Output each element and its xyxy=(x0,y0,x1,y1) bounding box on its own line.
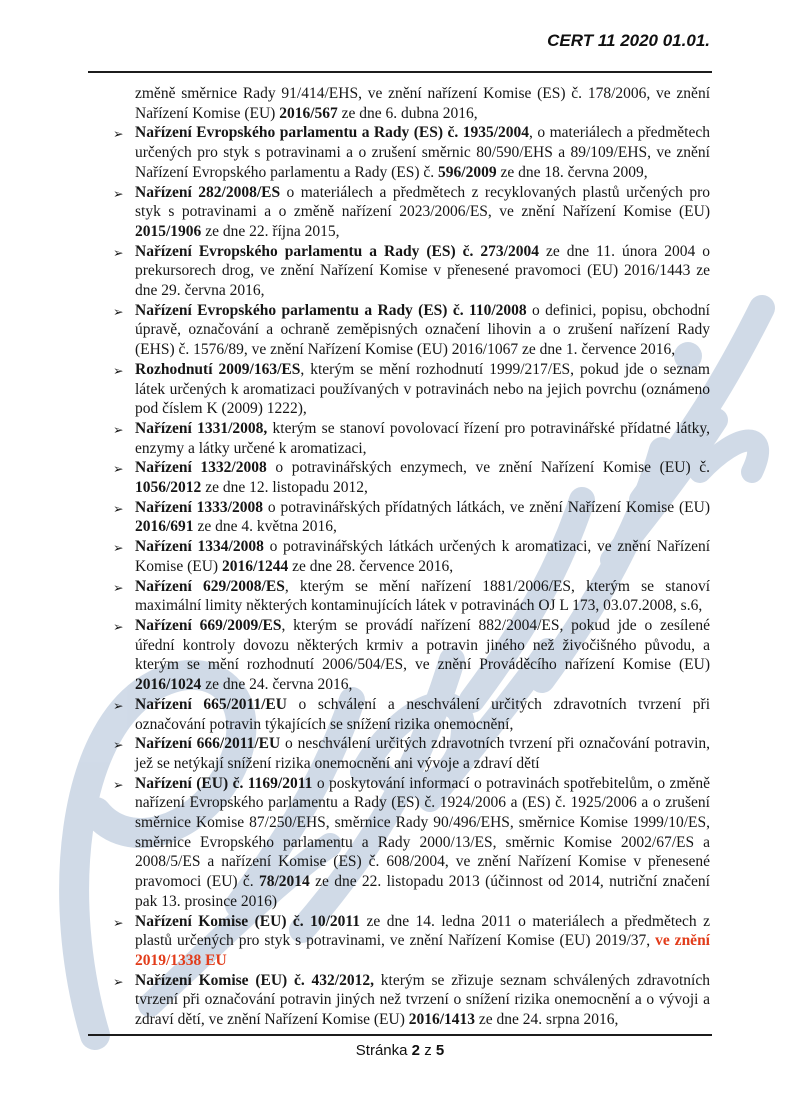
regulation-text: Nařízení Komise (EU) č. 432/2012, xyxy=(135,971,374,989)
list-item xyxy=(113,577,710,616)
regulation-text: o potravinářských enzymech, ve znění Nařízení Komise (EU) č. xyxy=(266,459,710,477)
regulation-text: Nařízení 1333/2008 xyxy=(135,498,263,516)
list-item xyxy=(113,360,710,419)
bullet-arrow-icon: ➢ xyxy=(113,973,124,989)
page-total: 5 xyxy=(435,1042,445,1059)
list-item xyxy=(113,537,710,576)
regulation-text: , kterým se mění nařízení 1881/2006/ES, kterým se stanoví maximální limity některých kontaminujících látek v potravinách OJ L 173, 03.07.2008, s.6, xyxy=(135,577,711,615)
regulation-text: o poskytování informací o potravinách spotřebitelům, o změně nařízení Evropského parlamentu a Rady (ES) č. 1924/2006 a (ES) č. 1925/2006 a o zrušení směrnice Komise 87/250/EHS, směrnice Rady 90/496/EHS, směrnice Komise 1999/10/ES, směrnice Evropského parlamentu a Rady 2000/13/ES, směrnic Komise 2002/67/ES a 2008/5/ES a nařízení Komise (ES) č. 608/2004, ve znění Nařízení Komise v přenesené pravomoci (EU) č. xyxy=(135,774,710,891)
regulation-text: ze dne 6. dubna 2016, xyxy=(337,104,478,122)
regulation-text: ze dne 22. listopadu 2013 (účinnost od 2014, nutriční značení pak 13. prosince 2016) xyxy=(135,873,710,910)
list-item xyxy=(113,616,710,695)
regulation-text: kterým se stanoví povolovací řízení pro potravinářské přídatné látky, enzymy a látky určené k aromatizaci, xyxy=(135,419,710,457)
bullet-arrow-icon: ➢ xyxy=(113,618,124,634)
list-item xyxy=(113,695,710,734)
list-item xyxy=(113,123,710,182)
bullet-arrow-icon: ➢ xyxy=(113,461,124,477)
regulation-text: o potravinářských látkách určených k aromatizaci, ve znění Nařízení Komise (EU) xyxy=(135,538,711,575)
regulation-text: Nařízení 666/2011/EU xyxy=(135,735,281,753)
regulation-text: Nařízení Komise (EU) č. 10/2011 xyxy=(135,912,361,930)
regulation-text: Nařízení 282/2008/ES xyxy=(135,183,281,201)
regulation-text: 2016/1024 xyxy=(135,676,202,694)
list-item xyxy=(113,734,710,773)
regulation-text: ze dne 12. listopadu 2012, xyxy=(201,479,368,497)
regulation-text: Nařízení 669/2009/ES xyxy=(135,616,282,634)
regulation-text: Nařízení (EU) č. 1169/2011 xyxy=(135,774,313,792)
bullet-arrow-icon: ➢ xyxy=(113,185,124,201)
footer-prefix: Stránka xyxy=(355,1042,408,1059)
regulation-text: 596/2009 xyxy=(438,163,497,181)
regulation-text: o neschválení určitých zdravotních tvrzení při označování potravin, jež se netýkají snížení rizika onemocnění ani vývoje a zdraví dětí xyxy=(135,735,711,772)
list-item xyxy=(113,774,710,912)
regulation-text: ze dne 11. února 2004 o prekursorech drog, ve znění Nařízení Komise v přenesené pravomoci (EU) 2016/1443 ze dne 29. června 2016, xyxy=(135,242,711,300)
list-item xyxy=(113,498,710,537)
regulation-text: ze dne 22. října 2015, xyxy=(201,222,340,240)
regulation-text: o definici, popisu, obchodní úpravě, označování a ochraně zeměpisných označení lihovin a o zrušení nařízení Rady (EHS) č. 1576/89, ve znění Nařízení Komise (EU) 2016/1067 ze dne 1. července 2016, xyxy=(135,301,710,359)
regulation-text: Nařízení 629/2008/ES xyxy=(135,577,285,595)
regulation-text: ze dne 18. června 2009, xyxy=(496,163,648,181)
list-item xyxy=(113,242,710,301)
bullet-arrow-icon: ➢ xyxy=(113,244,124,260)
regulation-list xyxy=(113,84,710,1030)
list-item xyxy=(113,971,710,1030)
regulation-text: 2016/1244 xyxy=(221,557,289,575)
regulation-text: ze dne 24. srpna 2016, xyxy=(475,1011,619,1029)
regulation-text: kterým se zřizuje seznam schválených zdravotních tvrzení při označování potravin jiných než tvrzení o snížení rizika onemocnění a o vývoji a zdraví dětí, ve znění Nařízení Komise (EU) xyxy=(135,971,710,1029)
footer-separator: z xyxy=(424,1042,432,1059)
bullet-arrow-icon: ➢ xyxy=(113,737,124,753)
bullet-arrow-icon: ➢ xyxy=(113,362,124,378)
regulation-text: 78/2014 xyxy=(259,873,310,891)
regulation-text: Nařízení Evropského parlamentu a Rady (ES) č. 273/2004 xyxy=(135,242,539,260)
header-rule xyxy=(88,71,712,73)
regulation-text: 1056/2012 xyxy=(135,479,202,497)
regulation-text: 2015/1906 xyxy=(135,222,202,240)
regulation-text: o schválení a neschválení určitých zdravotních tvrzení při označování potravin týkajících se snížení rizika onemocnění, xyxy=(135,695,711,733)
bullet-arrow-icon: ➢ xyxy=(113,421,124,437)
regulation-text: Nařízení 1331/2008, xyxy=(135,419,268,437)
regulation-text: 2016/691 xyxy=(135,518,194,536)
regulation-text: , o materiálech a předmětech určených pro styk s potravinami a o zrušení směrnic 80/590/EHS a 89/109/EHS, ve znění Nařízení Evropského parlamentu a Rady (ES) č. xyxy=(135,124,710,181)
list-item xyxy=(113,84,710,123)
regulation-text: Nařízení Evropského parlamentu a Rady (ES) č. 1935/2004 xyxy=(135,124,530,142)
list-item xyxy=(113,183,710,242)
bullet-arrow-icon: ➢ xyxy=(113,303,124,319)
list-item xyxy=(113,458,710,497)
regulation-text: , kterým se mění rozhodnutí 1999/217/ES, pokud jde o seznam látek určených k aromatizaci používaných v potravinách nebo na jejich povrchu (oznámeno pod číslem K (2009) 1222), xyxy=(135,360,710,418)
regulation-text: 2016/567 xyxy=(279,104,338,122)
regulation-text: 2016/1413 xyxy=(408,1011,476,1029)
list-item xyxy=(113,301,710,360)
regulation-text: Nařízení Evropského parlamentu a Rady (ES) č. 110/2008 xyxy=(135,301,527,319)
regulation-text: o potravinářských přídatných látkách, ve znění Nařízení Komise (EU) xyxy=(262,498,710,516)
regulation-text: , kterým se provádí nařízení 882/2004/ES, pokud jde o zesílené úřední kontroly dovozu některých krmiv a potravin jiného než živočišného původu, a kterým se mění rozhodnutí 2006/504/ES, ve znění Prováděcího nařízení Komise (EU) xyxy=(135,616,710,674)
amendment-red-text: ve znění 2019/1338 EU xyxy=(135,932,710,969)
document-code: CERT 11 2020 01.01. xyxy=(547,31,710,50)
regulation-text: Nařízení 1332/2008 xyxy=(135,459,267,477)
regulation-text: ze dne 14. ledna 2011 o materiálech a předmětech z plastů určených pro styk s potravinami, ve znění Nařízení Komise (EU) 2019/37, xyxy=(135,912,710,950)
regulation-text: o materiálech a předmětech z recyklovaných plastů určených pro styk s potravinami a o změně nařízení 2023/2006/ES, ve znění Nařízení Komise (EU) xyxy=(135,183,710,221)
bullet-arrow-icon: ➢ xyxy=(113,126,124,142)
page-number: 2 xyxy=(411,1042,421,1059)
bullet-arrow-icon: ➢ xyxy=(113,697,124,713)
regulation-text: změně směrnice Rady 91/414/EHS, ve znění nařízení Komise (ES) č. 178/2006, ve znění Nařízení Komise (EU) xyxy=(135,85,710,122)
bullet-arrow-icon: ➢ xyxy=(113,579,124,595)
regulation-text: Nařízení 1334/2008 xyxy=(135,538,264,556)
bullet-arrow-icon: ➢ xyxy=(113,914,124,930)
bullet-arrow-icon: ➢ xyxy=(113,776,124,792)
page-footer xyxy=(0,1042,800,1059)
regulation-text: Nařízení 665/2011/EU xyxy=(135,695,287,713)
regulation-text: ze dne 24. června 2016, xyxy=(201,676,353,694)
list-item xyxy=(113,419,710,458)
bullet-arrow-icon: ➢ xyxy=(113,540,124,556)
footer-rule xyxy=(88,1034,712,1036)
list-item xyxy=(113,912,710,971)
bullet-arrow-icon: ➢ xyxy=(113,500,124,516)
regulation-text: ze dne 28. července 2016, xyxy=(288,557,454,575)
regulation-text: ze dne 4. května 2016, xyxy=(193,518,337,536)
regulation-text: Rozhodnutí 2009/163/ES xyxy=(135,360,301,378)
